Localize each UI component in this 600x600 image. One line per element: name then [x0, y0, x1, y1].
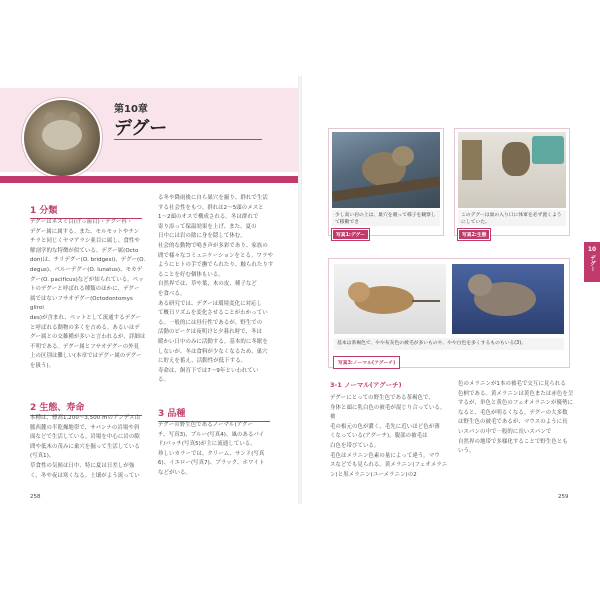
text-line: に貯えを蓄え、活動性が低下する。 — [158, 358, 247, 365]
text-line: 社会的な動物で鳴き声が多彩であり、家族の — [158, 242, 268, 249]
chapter-title-underline — [114, 139, 262, 140]
section-heading-classification: 1 分類 — [30, 203, 142, 219]
text-line: グー属との交雑種が多いと言われるが、詳細は — [30, 334, 146, 341]
text-line: 活動のピークは夜明けと夕暮れ時で、冬は — [158, 329, 262, 336]
text-line: 面などで生活している。岩場を中心に岩の隙 — [30, 434, 140, 441]
text-line: 6)、イエロー(写真7)、ブラック、ホワイト — [158, 460, 265, 467]
ecology-text-continued — [158, 194, 274, 386]
text-line: 属ではないフサオデグー(Octodontomys gliroi — [30, 295, 133, 312]
text-line: des)が含まれ、ペットとして流通するデグー — [30, 314, 141, 321]
text-line: なると、毛色が明るくなる。デグーの大多数 — [458, 409, 568, 416]
photo3-normal-agouti-degu-b — [452, 264, 564, 334]
text-line: チ、写真3)、ブルー(写真4)、風のあるパイ — [158, 431, 265, 438]
photo1-label: 写真1:デグー — [332, 229, 369, 240]
text-line: 毛色はメラニン色素の量によって違う。マウ — [330, 452, 440, 459]
text-line: する社会性をもつ。群れは2〜5頭のメスと — [158, 204, 264, 211]
chapter-divider-bar — [0, 176, 300, 183]
text-line: デグー属に属する。また、モルモットやチン — [30, 228, 140, 235]
text-line: don)は、チリデグー(O. bridgesi)、デグー(O. — [30, 257, 146, 264]
book-gutter — [298, 76, 302, 504]
text-line: ようにヒトの手で撫でられたり、触られたりす — [158, 262, 274, 269]
text-line: デグーはネズミ目(げっ歯目)・デグー科・ — [30, 219, 133, 225]
right-page — [300, 76, 600, 504]
text-line: ン)と黒メラニン(ユーメラニン)の2 — [330, 471, 417, 478]
text-line: 1〜2頭のオスで構成される。冬は群れで — [158, 214, 259, 221]
text-line: は野生色の被毛であるが、マウスのように長 — [458, 419, 568, 426]
text-line: グー(O. pacificus)などが知られている。ペッ — [30, 276, 144, 283]
degu-portrait-photo — [22, 98, 102, 178]
text-line: 解剖学的な特徴が似ている。デグー属(Octo — [30, 247, 139, 254]
text-line: て概日リズムを変化させることがわかってい — [158, 310, 268, 317]
section-text-breeds — [158, 421, 274, 479]
text-line: 身体と頭に乳白色の被毛が混じり合っている。被 — [330, 404, 446, 421]
text-line: いう。 — [458, 448, 475, 455]
subsection-heading-normal-agouti: 3-1 ノーマル(アグーチ) — [330, 381, 402, 389]
text-line: 色柄である。黄メラニンは黄色または赤色を呈 — [458, 390, 574, 397]
text-line: る。 — [158, 377, 169, 384]
photo2-caption: このデグーは巣の入り口に体軍を必ず置くようにしていた。 — [458, 210, 566, 226]
text-line: 寿命は、飼育下では7〜9年といわれてい — [158, 367, 259, 374]
text-line: しないが、冬は食料が少なくなるため、巣穴 — [158, 348, 268, 355]
text-line: 間や低木の茂みに巣穴を掘って生活している — [30, 443, 140, 450]
text-line: 草食性の気候は日中、特に夏は日差しが強 — [30, 462, 135, 469]
text-line: (写真1)。 — [30, 453, 55, 460]
text-line: ることを好む個体もいる。 — [158, 271, 224, 278]
book-spread — [0, 76, 600, 504]
text-line: いスパンの中で一般的に長いスパンで — [458, 428, 552, 435]
text-line: 珍しいカラーでは、クリーム、サンド(写真 — [158, 450, 265, 457]
text-line: 脈西麓の半乾燥地帯で、サバンナの岩場や斜 — [30, 424, 140, 431]
chapter-number: 第10章 — [114, 104, 148, 115]
photo3-normal-agouti-degu-a — [334, 264, 446, 334]
text-line: 不明である。デグー属とフサオデグーの外見 — [30, 343, 140, 350]
photo3-label: 写真3:ノーマル(アグーチ) — [334, 357, 399, 368]
text-line: トのデグーと呼ばれる種類のほかに、デグー — [30, 286, 140, 293]
text-line: と呼ばれる動物の多くを占める。あるいはデ — [30, 324, 140, 331]
text-line: 日中には岩の陰に身を隠して休む。 — [158, 233, 246, 240]
side-tab-number: 10 — [587, 246, 597, 253]
side-tab-label: デグー — [589, 255, 595, 272]
text-line: 寄り添って保温効果を上げ、また、夏の — [158, 223, 257, 230]
text-line: デグーにとっての野生色である茶褐色で、 — [330, 395, 434, 401]
subsection-text-normal-agouti — [330, 394, 448, 480]
text-line: スなどでも見られる。黄メラニン(フェオメラニ — [330, 462, 448, 469]
text-line: る冬や降雨後に自ら巣穴を掘り、群れで生活 — [158, 195, 268, 201]
section-heading-ecology: 2 生態、寿命 — [30, 400, 142, 416]
melanin-text-column — [458, 380, 576, 457]
page-number-right: 259 — [558, 494, 569, 500]
photo1-caption: 少し高い岩の上は、巣穴を覗って様子を観察して移動でき — [332, 210, 440, 226]
degu-face — [42, 120, 82, 150]
left-page — [0, 76, 300, 504]
photo3-caption: 基本は茶褐色で、やや灰灰色の被毛が多いものや、やや白色を多くするものもいる(3)。 — [334, 338, 564, 350]
text-line: 上の区別は難しい(本章ではデグー属のデグー — [30, 353, 142, 360]
text-line: く、冬や夜は寒くなる。土壌がよう流ってい — [30, 472, 140, 479]
text-line: 白色を帯びている。 — [330, 442, 380, 449]
text-line: を食べる。 — [158, 290, 186, 297]
section-text-ecology — [30, 414, 146, 481]
text-line: 暖かい日中のみに活動する。基本的に冬眠を — [158, 338, 268, 345]
photo1-degu-on-branch — [332, 132, 440, 208]
text-line: 自然界では、草や葉、木の皮、種子など — [158, 281, 257, 288]
photo2-label: 写真2:生態 — [458, 229, 490, 240]
text-line: ある研究では、デグーは環境変化に対応し — [158, 300, 263, 307]
section-text-classification — [30, 218, 146, 372]
text-line: degus)、ペルーデグー(O. lunatus)、モカデ — [30, 266, 143, 273]
section-heading-breeds: 3 品種 — [158, 406, 270, 422]
chapter-title: デグー — [114, 118, 168, 139]
page-number-left: 258 — [30, 494, 41, 500]
text-line: を扱う)。 — [30, 362, 55, 369]
chapter-side-tab — [584, 242, 600, 282]
text-line: 毛の根元の色が濃く、毛先に近いほど色が薄 — [330, 423, 440, 430]
text-line: る。一般的には昼行性であるが、野生での — [158, 319, 263, 326]
text-line: などがいる。 — [158, 469, 191, 476]
text-line: 間で様々なコミュニケーションをとる。ワラや — [158, 252, 273, 259]
photo2-degu-at-nest — [458, 132, 566, 208]
text-line: 本種は、標高1,200〜3,500 mのアンデス山 — [30, 415, 140, 421]
text-line: 色のメラニンが1本の被毛で交互に見られる — [458, 381, 566, 387]
text-line: チラと同じくヤマアラシ亜目に属し、食性や — [30, 238, 140, 245]
text-line: くなっている(アグーチ)。腹部の被毛は — [330, 433, 428, 440]
text-line: するが、単色と黄色のフェオメラニンが優勢に — [458, 400, 573, 407]
text-line: デグーの野生色であるノーマル(アグー — [158, 422, 254, 428]
text-line: ド/パッチ(写真5)が主に流通している。 — [158, 441, 256, 448]
text-line: 自然界の地帯で多様化することで野生色とも — [458, 438, 568, 445]
